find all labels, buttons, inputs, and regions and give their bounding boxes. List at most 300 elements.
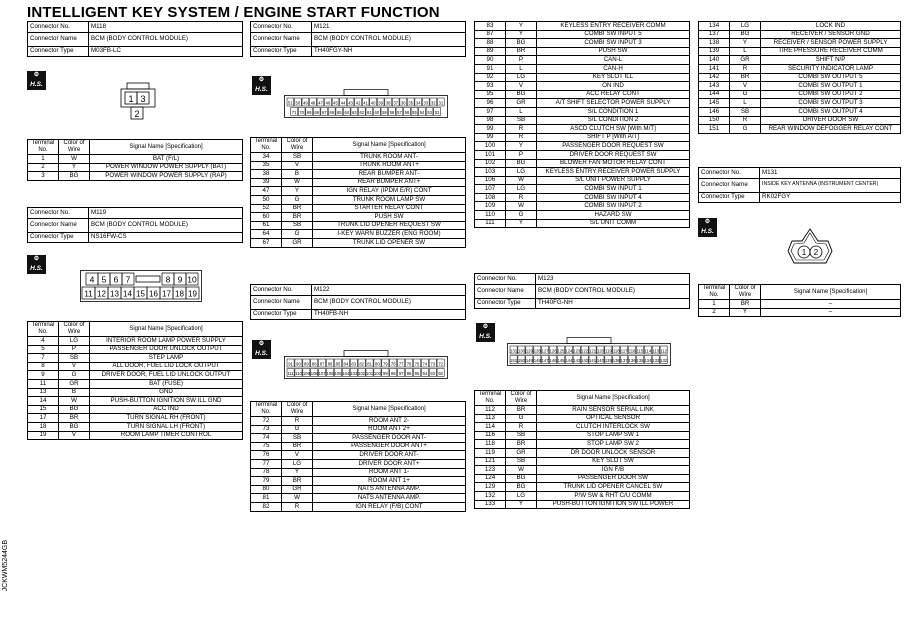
signal-cell: KEY SLOT SW bbox=[537, 457, 690, 466]
color-cell: L bbox=[730, 47, 761, 56]
svg-m122-pin: 109 bbox=[302, 371, 310, 376]
svg-m121-pin: 54 bbox=[419, 110, 425, 115]
signal-cell: CLUTCH INTERLOCK SW bbox=[537, 423, 690, 432]
table-row bbox=[28, 405, 243, 414]
table-row bbox=[251, 425, 466, 434]
hs-icon-m119: ⚙ H.S. bbox=[27, 255, 46, 274]
svg-m123-pin: 137 bbox=[620, 358, 628, 363]
table-row bbox=[475, 423, 690, 432]
col-color-header: Color of Wire bbox=[59, 140, 90, 155]
svg-m122-pin: 91 bbox=[288, 361, 293, 367]
svg-m123-pin: 147 bbox=[541, 358, 549, 363]
color-cell: L bbox=[506, 64, 537, 73]
signal-cell: DRIVER DOOR REQUEST SW bbox=[537, 150, 690, 159]
color-cell: BR bbox=[282, 204, 313, 213]
color-cell: P bbox=[506, 150, 537, 159]
table-row bbox=[699, 99, 901, 108]
color-cell: SB bbox=[282, 221, 313, 230]
m118-pin: 3 bbox=[140, 94, 146, 104]
table-row bbox=[28, 371, 243, 380]
svg-m123-pin: 118 bbox=[612, 348, 620, 354]
terminal-cell: 1 bbox=[28, 155, 59, 164]
color-cell: Y bbox=[506, 142, 537, 151]
color-cell: GR bbox=[59, 379, 90, 388]
svg-m122-pin: 99 bbox=[383, 371, 388, 376]
color-cell: LG bbox=[506, 73, 537, 82]
signal-cell: ACC RELAY CONT bbox=[537, 90, 690, 99]
svg-m121-pin: 34 bbox=[415, 100, 421, 106]
terminal-cell: 60 bbox=[251, 213, 282, 222]
terminal-cell: 15 bbox=[28, 405, 59, 414]
svg-m122-pin: 104 bbox=[342, 371, 350, 376]
terminal-cell: 75 bbox=[251, 442, 282, 451]
svg-m122-pin: 96 bbox=[406, 371, 412, 376]
svg-m121-pin: 53 bbox=[427, 110, 432, 115]
color-cell: R bbox=[282, 417, 313, 426]
table-row bbox=[475, 457, 690, 466]
svg-m122-pin: 108 bbox=[310, 371, 318, 376]
terminal-cell: 50 bbox=[251, 195, 282, 204]
signal-cell: STOP LAMP SW 1 bbox=[537, 431, 690, 440]
table-row bbox=[251, 434, 466, 443]
svg-m121-pin: 61 bbox=[367, 110, 372, 115]
m123-connector-face bbox=[507, 337, 671, 367]
terminal-cell: 47 bbox=[251, 187, 282, 196]
table-row bbox=[475, 39, 690, 48]
table-row bbox=[475, 219, 690, 228]
table-row bbox=[475, 193, 690, 202]
terminal-cell: 101 bbox=[475, 150, 506, 159]
color-cell: V bbox=[59, 362, 90, 371]
m118-connector-face bbox=[118, 82, 158, 122]
terminal-cell: 92 bbox=[475, 73, 506, 82]
terminal-cell: 61 bbox=[251, 221, 282, 230]
table-row bbox=[699, 30, 901, 39]
signal-cell: TRUNK LID OPENER CANCEL SW bbox=[537, 483, 690, 492]
signal-cell: DRIVER DOOR SW bbox=[761, 116, 901, 125]
color-cell: P bbox=[506, 56, 537, 65]
terminal-cell: 129 bbox=[475, 483, 506, 492]
signal-cell: CAN-L bbox=[537, 56, 690, 65]
svg-m123-pin: 129 bbox=[525, 348, 533, 354]
table-row bbox=[251, 178, 466, 187]
signal-cell: NATS ANTENNA AMP. bbox=[313, 485, 466, 494]
svg-m122-pin: 73 bbox=[430, 361, 436, 367]
color-cell: R bbox=[730, 64, 761, 73]
m119-info-table: Connector No. M119 Connector Name BCM (BODY CONTROL MODULE) Connector Type NS16FW-CS bbox=[27, 207, 243, 243]
m118-info-table: Connector No. M118 Connector Name BCM (BODY CONTROL MODULE) Connector Type M03FB-LC bbox=[27, 21, 243, 57]
table-row bbox=[251, 195, 466, 204]
color-cell: GR bbox=[282, 238, 313, 247]
signal-cell: A/T SHIFT SELECTOR POWER SUPPLY bbox=[537, 99, 690, 108]
terminal-cell: 143 bbox=[699, 82, 730, 91]
terminal-cell: 14 bbox=[28, 397, 59, 406]
signal-cell: COMBI SW INPUT 5 bbox=[537, 30, 690, 39]
svg-m122-pin: 88 bbox=[311, 361, 317, 367]
col-terminal-header: Terminal No. bbox=[28, 322, 59, 337]
signal-cell: COMBI SW OUTPUT 2 bbox=[761, 90, 901, 99]
terminal-cell: 13 bbox=[28, 388, 59, 397]
m131-signal-table bbox=[698, 284, 901, 317]
svg-m122-pin: 105 bbox=[334, 371, 342, 376]
terminal-cell: 118 bbox=[475, 440, 506, 449]
svg-m123-pin: 121 bbox=[589, 348, 597, 354]
svg-m123-pin: 149 bbox=[525, 358, 533, 363]
m119-pin: 19 bbox=[188, 289, 197, 299]
terminal-cell: 144 bbox=[699, 90, 730, 99]
table-row bbox=[699, 39, 901, 48]
signal-cell: STARTER RELAY CONT bbox=[313, 204, 466, 213]
m119-pin: 14 bbox=[123, 289, 132, 299]
col-color-header: Color of Wire bbox=[282, 402, 313, 417]
signal-cell: COMBI SW OUTPUT 5 bbox=[761, 73, 901, 82]
svg-m121-pin: 67 bbox=[321, 110, 327, 115]
hs-icon-m118: ⚙ H.S. bbox=[27, 71, 46, 90]
table-row bbox=[475, 440, 690, 449]
signal-cell: PUSH SW bbox=[313, 213, 466, 222]
terminal-cell: 113 bbox=[475, 414, 506, 423]
signal-cell: POWER WINDOW POWER SUPPLY (BAT) bbox=[90, 163, 243, 172]
signal-cell: REAR BUMPER ANT+ bbox=[313, 178, 466, 187]
color-cell: G bbox=[730, 125, 761, 134]
terminal-cell: 7 bbox=[28, 354, 59, 363]
m122-signal-table bbox=[250, 401, 466, 512]
table-row bbox=[251, 153, 466, 162]
color-cell: SB bbox=[506, 431, 537, 440]
color-cell: W bbox=[59, 397, 90, 406]
svg-m123-pin: 144 bbox=[565, 358, 573, 363]
table-row bbox=[28, 345, 243, 354]
svg-m123-pin: 145 bbox=[557, 358, 565, 363]
terminal-cell: 112 bbox=[475, 406, 506, 415]
terminal-cell: 64 bbox=[251, 230, 282, 239]
color-cell: BR bbox=[282, 442, 313, 451]
m119-pin: 9 bbox=[177, 274, 183, 285]
col-terminal-header: Terminal No. bbox=[28, 140, 59, 155]
color-cell: W bbox=[282, 178, 313, 187]
signal-cell: TRUNK LID OPENER SW bbox=[313, 238, 466, 247]
svg-m123-pin: 142 bbox=[581, 358, 589, 363]
svg-m123-pin: 136 bbox=[628, 358, 636, 363]
signal-cell: TURN SIGNAL RH (FRONT) bbox=[90, 414, 243, 423]
table-row bbox=[475, 116, 690, 125]
terminal-cell: 116 bbox=[475, 431, 506, 440]
table-row bbox=[475, 202, 690, 211]
col-color-header: Color of Wire bbox=[59, 322, 90, 337]
svg-m121-pin: 35 bbox=[408, 100, 414, 106]
col-signal-header: Signal Name [Specification] bbox=[90, 140, 243, 155]
m119-pin: 16 bbox=[149, 289, 158, 299]
svg-m121-pin: 69 bbox=[306, 110, 312, 115]
color-cell: V bbox=[282, 451, 313, 460]
m118-signal-table bbox=[27, 139, 243, 181]
svg-m121-pin: 32 bbox=[430, 100, 436, 106]
svg-m121-pin: 33 bbox=[423, 100, 429, 106]
terminal-cell: 82 bbox=[251, 502, 282, 511]
terminal-cell: 107 bbox=[475, 185, 506, 194]
terminal-cell: 93 bbox=[475, 82, 506, 91]
svg-m121-pin: 45 bbox=[333, 100, 338, 106]
svg-m122-pin: 100 bbox=[373, 371, 381, 376]
color-cell: Y bbox=[730, 308, 761, 317]
table-row bbox=[475, 431, 690, 440]
terminal-cell: 87 bbox=[475, 30, 506, 39]
signal-cell: ACC IND bbox=[90, 405, 243, 414]
table-row bbox=[251, 213, 466, 222]
table-row bbox=[251, 494, 466, 503]
table-row bbox=[475, 406, 690, 415]
table-row bbox=[251, 451, 466, 460]
table-row bbox=[475, 90, 690, 99]
terminal-cell: 2 bbox=[28, 163, 59, 172]
color-cell: W bbox=[506, 466, 537, 475]
signal-cell: RAIN SENSOR SERIAL LINK bbox=[537, 406, 690, 415]
terminal-cell: 146 bbox=[699, 107, 730, 116]
svg-m121-pin: 55 bbox=[412, 110, 417, 115]
terminal-cell: 133 bbox=[475, 500, 506, 509]
diagram-code: JCKWM5244GB bbox=[2, 540, 9, 592]
svg-m122-pin: 80 bbox=[375, 361, 380, 367]
m123-info-table: Connector No. M123 Connector Name BCM (BODY CONTROL MODULE) Connector Type TH40FG-NH bbox=[474, 273, 690, 309]
terminal-cell: 81 bbox=[251, 494, 282, 503]
signal-cell: – bbox=[761, 300, 901, 309]
terminal-cell: 96 bbox=[475, 99, 506, 108]
svg-m121-pin: 49 bbox=[303, 100, 308, 106]
signal-cell: IGN RELAY (IPDM E/R) CONT bbox=[313, 187, 466, 196]
svg-m123-pin: 148 bbox=[533, 358, 541, 363]
table-row bbox=[28, 172, 243, 181]
terminal-cell: 3 bbox=[28, 172, 59, 181]
col-terminal-header: Terminal No. bbox=[251, 402, 282, 417]
svg-m121-pin: 60 bbox=[374, 110, 380, 115]
svg-m122-pin: 95 bbox=[414, 371, 420, 376]
terminal-cell: 9 bbox=[28, 371, 59, 380]
col-terminal-header: Terminal No. bbox=[699, 285, 730, 300]
table-row bbox=[251, 204, 466, 213]
signal-cell: TRUNK LID OPENER REQUEST SW bbox=[313, 221, 466, 230]
terminal-cell: 5 bbox=[28, 345, 59, 354]
signal-cell: RECEIVER / SENSOR GND bbox=[761, 30, 901, 39]
svg-m121-pin: 44 bbox=[340, 100, 346, 106]
svg-m121-pin: 64 bbox=[344, 110, 350, 115]
terminal-cell: 35 bbox=[251, 161, 282, 170]
svg-m122-pin: 87 bbox=[319, 361, 325, 367]
svg-m121-pin: 48 bbox=[310, 100, 316, 106]
color-cell: SB bbox=[506, 116, 537, 125]
table-row bbox=[251, 477, 466, 486]
svg-m121-pin: 71 bbox=[291, 110, 297, 115]
terminal-cell: 38 bbox=[251, 170, 282, 179]
col-color-header: Color of Wire bbox=[730, 285, 761, 300]
color-cell: Y bbox=[506, 22, 537, 31]
terminal-cell: 150 bbox=[699, 116, 730, 125]
svg-m121-pin: 68 bbox=[314, 110, 320, 115]
terminal-cell: 138 bbox=[699, 39, 730, 48]
signal-cell: DRIVER DOOR, FUEL LID UNLOCK OUTPUT bbox=[90, 371, 243, 380]
terminal-cell: 76 bbox=[251, 451, 282, 460]
signal-cell: COMBI SW OUTPUT 3 bbox=[761, 99, 901, 108]
table-row bbox=[28, 397, 243, 406]
terminal-cell: 124 bbox=[475, 474, 506, 483]
signal-cell: ROOM LAMP TIMER CONTROL bbox=[90, 431, 243, 440]
signal-cell: COMBI SW OUTPUT 1 bbox=[761, 82, 901, 91]
color-cell: V bbox=[730, 82, 761, 91]
svg-m122-pin: 94 bbox=[422, 371, 428, 376]
table-row bbox=[28, 379, 243, 388]
m119-pin: 4 bbox=[89, 274, 95, 285]
svg-m123-pin: 124 bbox=[565, 348, 573, 354]
table-row bbox=[475, 185, 690, 194]
signal-cell: ASCD CLUTCH SW [With M/T] bbox=[537, 125, 690, 134]
terminal-cell: 67 bbox=[251, 238, 282, 247]
svg-m123-pin: 126 bbox=[549, 348, 557, 354]
color-cell: BR bbox=[59, 414, 90, 423]
signal-cell: TRUNK ROOM ANT+ bbox=[313, 161, 466, 170]
signal-cell: I-KEY WARN BUZZER (ENG ROOM) bbox=[313, 230, 466, 239]
terminal-cell: 99 bbox=[475, 133, 506, 142]
signal-cell: KEYLESS ENTRY RECEIVER COMM bbox=[537, 22, 690, 31]
color-cell: BG bbox=[506, 90, 537, 99]
m119-signal-table bbox=[27, 321, 243, 440]
table-row bbox=[699, 82, 901, 91]
table-row bbox=[251, 230, 466, 239]
svg-m121-pin: 52 bbox=[434, 110, 440, 115]
signal-cell: ALL DOOR, FUEL LID LOCK OUTPUT bbox=[90, 362, 243, 371]
terminal-cell: 17 bbox=[28, 414, 59, 423]
signal-cell: LOCK IND bbox=[761, 22, 901, 31]
m131-info-table: Connector No. M131 Connector Name INSIDE KEY ANTENNA (INSTRUMENT CENTER) Connector Type RK02FGY bbox=[698, 167, 901, 203]
svg-m123-pin: 127 bbox=[541, 348, 549, 354]
signal-cell: TRUNK ROOM LAMP SW bbox=[313, 195, 466, 204]
svg-m123-pin: 120 bbox=[596, 348, 604, 354]
color-cell: Y bbox=[506, 219, 537, 228]
col-terminal-header: Terminal No. bbox=[251, 138, 282, 153]
m119-pin: 17 bbox=[162, 289, 171, 299]
svg-m122-pin: 78 bbox=[390, 361, 396, 367]
terminal-cell: 141 bbox=[699, 64, 730, 73]
color-cell: W bbox=[506, 202, 537, 211]
terminal-cell: 134 bbox=[699, 22, 730, 31]
color-cell: BR bbox=[506, 406, 537, 415]
svg-m123-pin: 122 bbox=[581, 348, 589, 354]
color-cell: BR bbox=[730, 300, 761, 309]
svg-m122-pin: 76 bbox=[406, 361, 412, 367]
m123-signal-table bbox=[474, 390, 690, 509]
signal-cell: HAZARD SW bbox=[537, 211, 690, 220]
svg-m123-pin: 151 bbox=[510, 358, 518, 363]
terminal-cell: 145 bbox=[699, 99, 730, 108]
svg-m123-pin: 134 bbox=[644, 358, 652, 363]
table-row bbox=[251, 459, 466, 468]
signal-cell: S/L CONDITION 2 bbox=[537, 116, 690, 125]
hs-icon-m121: ⚙ H.S. bbox=[252, 76, 271, 95]
color-cell: R bbox=[282, 502, 313, 511]
terminal-cell: 95 bbox=[475, 90, 506, 99]
svg-m122-pin: 77 bbox=[398, 361, 404, 367]
color-cell: Y bbox=[730, 39, 761, 48]
table-row bbox=[28, 337, 243, 346]
color-cell: LG bbox=[730, 22, 761, 31]
signal-cell: SHIFT N/P bbox=[761, 56, 901, 65]
color-cell: G bbox=[282, 425, 313, 434]
signal-cell: DRIVER DOOR ANT+ bbox=[313, 459, 466, 468]
table-row bbox=[475, 47, 690, 56]
svg-m122-pin: 98 bbox=[390, 371, 396, 376]
svg-m121-pin: 37 bbox=[393, 100, 399, 106]
hs-icon-m122: ⚙ H.S. bbox=[252, 340, 271, 359]
color-cell: BR bbox=[506, 47, 537, 56]
signal-cell: POWER WINDOW POWER SUPPLY (RAP) bbox=[90, 172, 243, 181]
table-row bbox=[475, 168, 690, 177]
terminal-cell: 97 bbox=[475, 107, 506, 116]
color-cell: B bbox=[59, 388, 90, 397]
table-row bbox=[251, 221, 466, 230]
table-row bbox=[475, 30, 690, 39]
svg-m122-pin: 110 bbox=[295, 371, 302, 376]
color-cell: SB bbox=[282, 434, 313, 443]
signal-cell: STEP LAMP bbox=[90, 354, 243, 363]
signal-cell: TRUNK ROOM ANT- bbox=[313, 153, 466, 162]
signal-cell: TURN SIGNAL LH (FRONT) bbox=[90, 422, 243, 431]
m123-continued-table bbox=[698, 21, 901, 134]
m122-info-table: Connector No. M122 Connector Name BCM (BODY CONTROL MODULE) Connector Type TH40FB-NH bbox=[250, 284, 466, 320]
signal-cell: IGN RELAY (F/B) CONT bbox=[313, 502, 466, 511]
table-row bbox=[475, 107, 690, 116]
terminal-cell: 151 bbox=[699, 125, 730, 134]
terminal-cell: 140 bbox=[699, 56, 730, 65]
col-signal-header: Signal Name [Specification] bbox=[537, 391, 690, 406]
terminal-cell: 99 bbox=[475, 125, 506, 134]
table-row bbox=[475, 22, 690, 31]
svg-m122-pin: 85 bbox=[335, 361, 341, 367]
signal-cell: COMBI SW INPUT 3 bbox=[537, 39, 690, 48]
svg-m122-pin: 83 bbox=[351, 361, 357, 367]
signal-cell: P/W SW & RHT C/U COMM bbox=[537, 491, 690, 500]
table-row bbox=[475, 474, 690, 483]
table-row bbox=[28, 155, 243, 164]
color-cell: BR bbox=[282, 477, 313, 486]
terminal-cell: 121 bbox=[475, 457, 506, 466]
table-row bbox=[28, 163, 243, 172]
hs-icon-m131: ⚙ H.S. bbox=[698, 218, 717, 237]
svg-m121-pin: 36 bbox=[400, 100, 406, 106]
terminal-cell: 114 bbox=[475, 423, 506, 432]
table-row bbox=[251, 468, 466, 477]
color-cell: LG bbox=[506, 168, 537, 177]
table-row bbox=[699, 90, 901, 99]
terminal-cell: 142 bbox=[699, 73, 730, 82]
svg-m123-pin: 135 bbox=[636, 358, 644, 363]
svg-m123-pin: 115 bbox=[636, 348, 644, 354]
terminal-cell: 39 bbox=[251, 178, 282, 187]
color-cell: V bbox=[59, 431, 90, 440]
color-cell: LG bbox=[282, 459, 313, 468]
signal-cell: PUSH SW bbox=[537, 47, 690, 56]
svg-m121-pin: 47 bbox=[318, 100, 323, 106]
svg-m122-pin: 102 bbox=[358, 371, 366, 376]
svg-m123-pin: 117 bbox=[620, 348, 628, 354]
table-row bbox=[251, 161, 466, 170]
color-cell: G bbox=[730, 90, 761, 99]
color-cell: Y bbox=[282, 187, 313, 196]
table-row bbox=[475, 448, 690, 457]
terminal-cell: 52 bbox=[251, 204, 282, 213]
m119-pin: 12 bbox=[97, 289, 106, 299]
terminal-cell: 132 bbox=[475, 491, 506, 500]
signal-cell: ROOM ANT 2+ bbox=[313, 425, 466, 434]
signal-cell: INTERIOR ROOM LAMP POWER SUPPLY bbox=[90, 337, 243, 346]
terminal-cell: 73 bbox=[251, 425, 282, 434]
